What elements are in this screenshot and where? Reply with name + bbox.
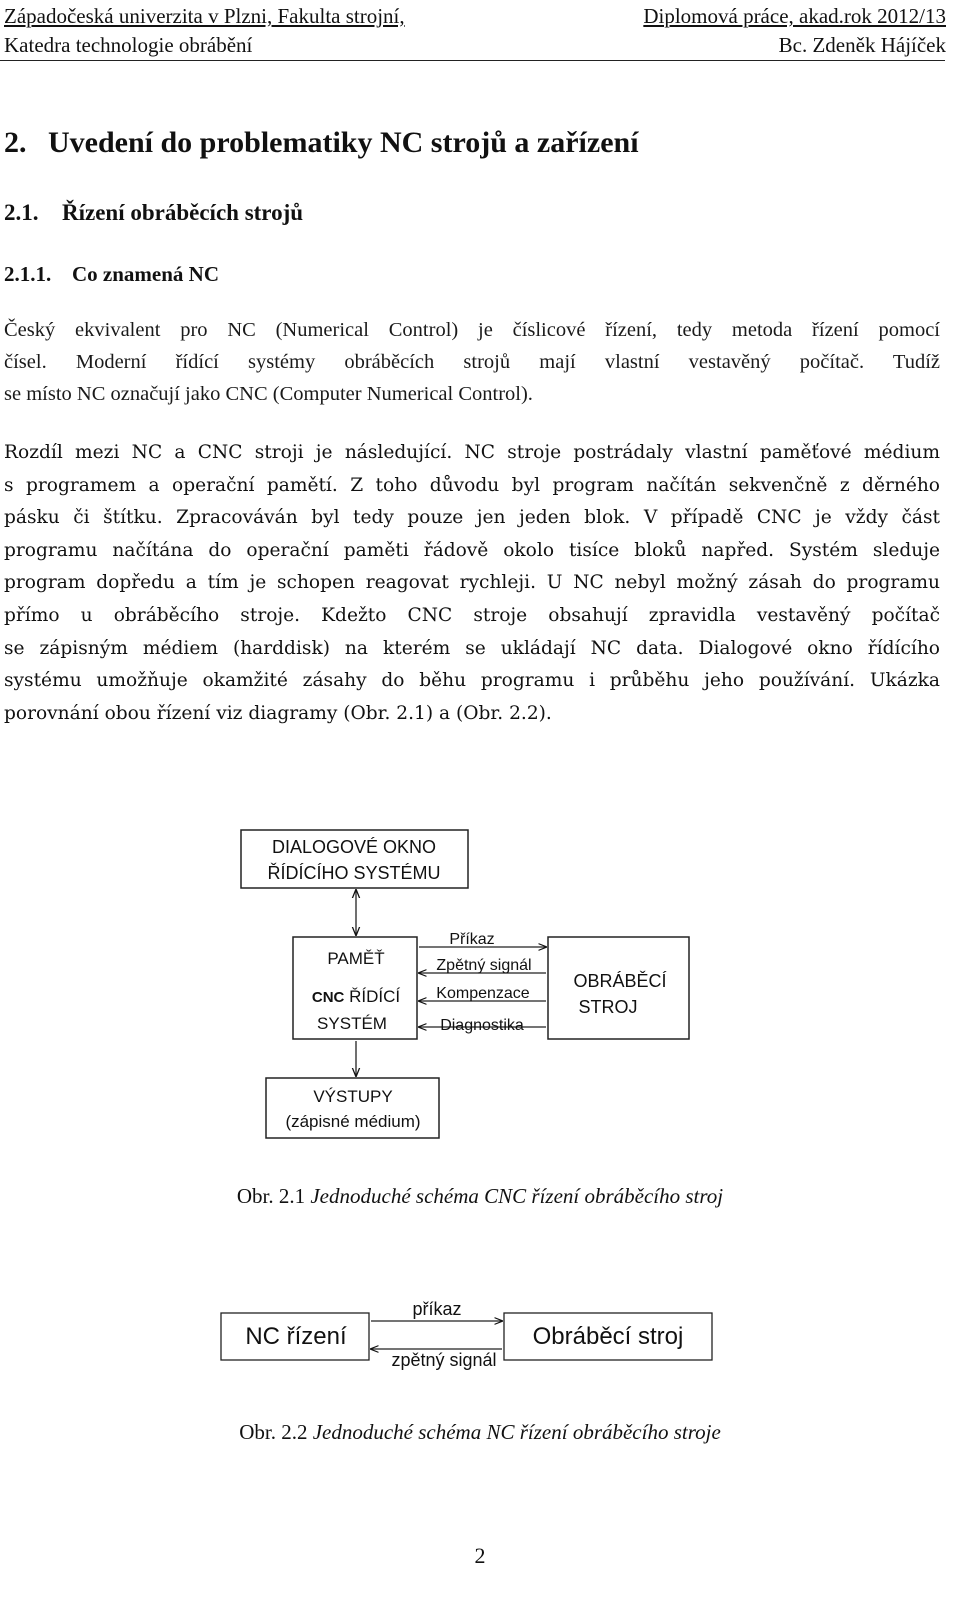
figure1-caption-text: Jednoduché schéma CNC řízení obráběcího stroj [310,1184,724,1208]
header-rule [0,60,945,61]
machine-label-line2: STROJ [578,997,638,1017]
subsection-number: 2.1.1. [4,262,52,286]
chapter-title: Uvedení do problematiky NC strojů a zařízení [48,126,639,159]
text-line: přímo u obráběcího stroje. Kdežto CNC stroje obsahují zpravidla vestavěný počítač [4,604,940,626]
chapter-number: 2. [4,126,27,159]
text-line: porovnání obou řízení viz diagramy (Obr. 2.1) a (Obr. 2.2). [4,702,552,724]
signal-compensation-label: Kompenzace [436,985,530,1002]
text-line: program dopředu a tím je schopen reagovat rychleji. U NC nebyl možný zásah do programu [4,572,940,594]
figure2-caption [0,1420,960,1445]
section-number: 2.1. [4,200,39,225]
subsection-title: Co znamená NC [72,262,219,286]
text-line: Rozdíl mezi NC a CNC stroji je následující. NC stroje postrádaly vlastní paměťové médium [4,442,940,463]
text-line: systému umožňuje okamžité zásahy do běhu programu i průběhu jeho používání. Ukázka [4,670,940,692]
text-line: čísel. Moderní řídící systémy obráběcích strojů mají vlastní vestavěný počítač. Tudíž [4,351,940,373]
header-department: Katedra technologie obrábění [4,33,253,57]
page-number: 2 [474,1543,486,1568]
text-line: pásku či štítku. Zpracováván byl tedy pouze jen jeden blok. V případě CNC je vždy část [4,507,940,529]
figure1-caption-label: Obr. 2.1 [236,1184,306,1208]
cnc-system-label-line2: SYSTÉM [317,1014,387,1033]
text-line: Český ekvivalent pro NC (Numerical Control) je číslicové řízení, tedy metoda řízení pomocí [4,319,940,341]
cnc-system-label-line1: CNC ŘÍDÍCÍ [311,987,401,1006]
section-title: Řízení obráběcích strojů [62,200,304,225]
outputs-label-line2: (zápisné médium) [285,1112,421,1131]
text-line: programu načítána do operační paměti řádově okolo tisíce bloků napřed. Systém sleduje [4,539,940,561]
signal-feedback-label: Zpětný signál [436,957,532,974]
header-author: Bc. Zdeněk Hájíček [778,33,946,57]
text-line: s programem a operační pamětí. Z toho důvodu byl program načítán sekvenčně z děrného [4,474,940,496]
signal-command-label: Příkaz [449,931,495,948]
paragraph-comparison [4,437,940,730]
figure2-caption-text: Jednoduché schéma NC řízení obráběcího stroje [312,1420,721,1444]
subsection-heading [4,262,219,287]
machine-tool-label: Obráběcí stroj [532,1323,684,1350]
nc-diagram [0,1270,960,1400]
chapter-heading [4,126,639,160]
figure2-caption-label: Obr. 2.2 [239,1420,308,1444]
dialog-label-line2: ŘÍDÍCÍHO SYSTÉMU [267,863,441,883]
outputs-label-line1: VÝSTUPY [313,1087,393,1106]
signal-command-label: příkaz [412,1299,462,1319]
signal-feedback-label: zpětný signál [391,1350,497,1370]
text-line: se místo NC označují jako CNC (Computer Numerical Control). [4,383,533,405]
cnc-diagram [0,800,960,1150]
header-thesis: Diplomová práce, akad.rok 2012/13 [643,4,946,28]
section-heading [4,200,303,226]
text-line: se zápisným médiem (harddisk) na kterém se ukládají NC data. Dialogové okno řídícího [4,637,940,659]
figure1-caption [0,1184,960,1209]
paragraph-definition [4,314,940,410]
header-university: Západočeská univerzita v Plzni, Fakulta strojní, [4,4,405,28]
signal-diagnostics-label: Diagnostika [440,1017,524,1034]
nc-control-label: NC řízení [245,1323,347,1350]
cnc-memory-label: PAMĚŤ [327,949,385,968]
machine-label-line1: OBRÁBĚCÍ [573,971,667,991]
dialog-label-line1: DIALOGOVÉ OKNO [271,837,437,857]
